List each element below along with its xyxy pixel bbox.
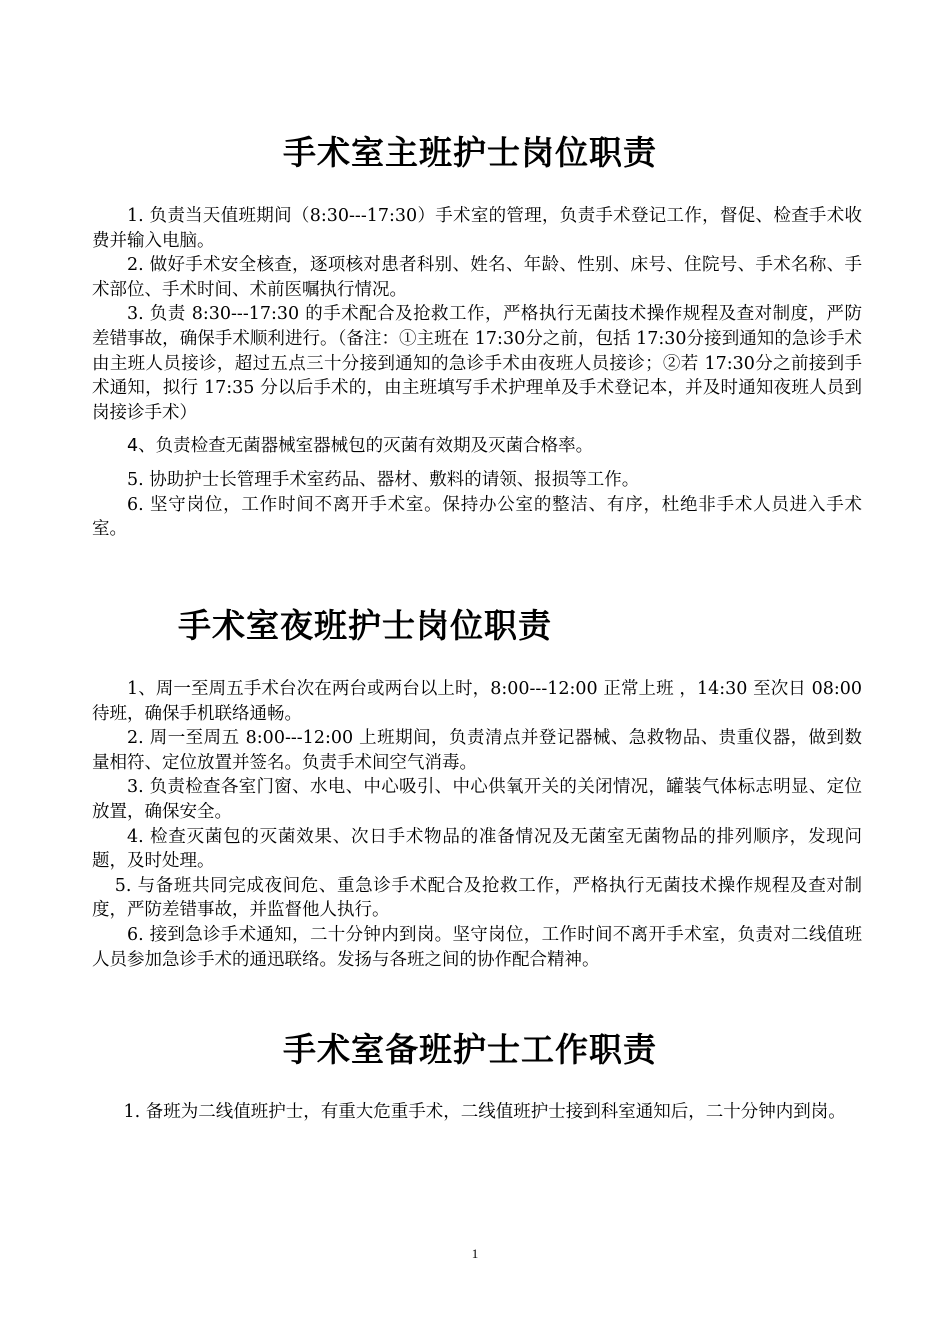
section-title-main-shift: 手术室主班护士岗位职责 (283, 133, 657, 172)
section-body-main-shift (92, 204, 862, 542)
duty-item: 5. 协助护士长管理手术室药品、器材、敷料的请领、报损等工作。 (127, 469, 640, 490)
duty-item: 1. 备班为二线值班护士，有重大危重手术，二线值班护士接到科室通知后，二十分钟内到岗。 (123, 1102, 846, 1122)
duty-item: 5. 与备班共同完成夜间危、重急诊手术配合及抢救工作，严格执行无菌技术操作规程及查对制度，严防差错事故，并监督他人执行。 (92, 875, 862, 921)
duty-item: 1. 负责当天值班期间（8:30---17:30）手术室的管理，负责手术登记工作，督促、检查手术收费并输入电脑。 (92, 206, 862, 251)
duty-item: 4. 检查灭菌包的灭菌效果、次日手术物品的准备情况及无菌室无菌物品的排列顺序，发现问题，及时处理。 (92, 826, 862, 872)
duty-item: 2. 周一至周五 8:00---12:00 上班期间，负责清点并登记器械、急救物品、贵重仪器，做到数量相符、定位放置并签名。负责手术间空气消毒。 (92, 728, 862, 773)
duty-item: 6. 坚守岗位，工作时间不离开手术室。保持办公室的整洁、有序，杜绝非手术人员进入手术室。 (92, 494, 862, 540)
duty-item: 4、负责检查无菌器械室器械包的灭菌有效期及灭菌合格率。 (127, 436, 594, 457)
section-body-night-shift (92, 677, 862, 972)
section-title-standby-shift: 手术室备班护士工作职责 (283, 1030, 657, 1069)
duty-item: 6. 接到急诊手术通知，二十分钟内到岗。坚守岗位，工作时间不离开手术室，负责对二线值班人员参加急诊手术的通迅联络。发扬与各班之间的协作配合精神。 (92, 924, 862, 970)
duty-item: 3. 负责 8:30---17:30 的手术配合及抢救工作，严格执行无菌技术操作规程及查对制度，严防差错事故，确保手术顺利进行。（备注：①主班在 17:30分之前，包括 17:30分接到通知的急诊手术由主班人员接诊，超过五点三十分接到通知的急诊手术由夜班人员接诊；②若 17:30分之前接到手术通知，拟行 17:35 分以后手术的，由主班填写手术护理单及手术登记本，并及时通知夜班人员到岗接诊手术） (92, 304, 862, 423)
section-title-night-shift: 手术室夜班护士岗位职责 (178, 606, 552, 645)
duty-item: 3. 负责检查各室门窗、水电、中心吸引、中心供氧开关的关闭情况，罐装气体标志明显、定位放置，确保安全。 (92, 777, 862, 822)
section-body-standby-shift (92, 1100, 862, 1125)
duty-item: 1、周一至周五手术台次在两台或两台以上时，8:00---12:00 正常上班 ，14:30 至次日 08:00 待班，确保手机联络通畅。 (92, 679, 862, 724)
page-number: 1 (471, 1246, 479, 1261)
duty-item: 2. 做好手术安全核查，逐项核对患者科别、姓名、年龄、性别、床号、住院号、手术名称、手术部位、手术时间、术前医嘱执行情况。 (92, 255, 862, 300)
